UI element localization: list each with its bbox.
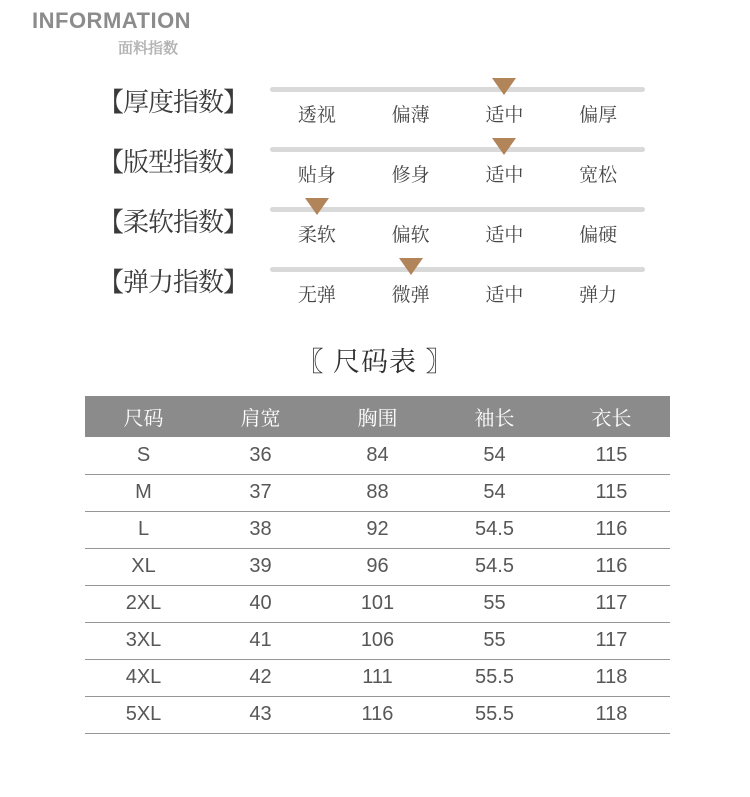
measurement-cell: 92 <box>319 511 436 548</box>
size-column-header: 胸围 <box>319 396 436 437</box>
measurement-cell: 55.5 <box>436 696 553 733</box>
index-option: 偏硬 <box>579 225 618 246</box>
table-row <box>85 474 670 511</box>
table-row <box>85 659 670 696</box>
index-option: 柔软 <box>297 225 336 246</box>
index-option: 宽松 <box>579 165 618 186</box>
measurement-cell: 41 <box>202 622 319 659</box>
measurement-cell: 39 <box>202 548 319 585</box>
measurement-cell: 117 <box>553 585 670 622</box>
index-track <box>270 256 645 316</box>
size-table-body <box>85 437 670 733</box>
measurement-cell: 54.5 <box>436 548 553 585</box>
measurement-cell: 118 <box>553 696 670 733</box>
index-row <box>0 256 750 316</box>
index-option: 适中 <box>485 165 524 186</box>
index-row <box>0 136 750 196</box>
table-row <box>85 622 670 659</box>
index-label: 【版型指数】 <box>98 147 249 177</box>
index-label: 【弹力指数】 <box>98 267 249 297</box>
index-track <box>270 76 645 136</box>
page-subtitle: 面料指数 <box>117 40 178 57</box>
index-option: 修身 <box>391 165 430 186</box>
size-column-header: 肩宽 <box>202 396 319 437</box>
measurement-cell: 42 <box>202 659 319 696</box>
index-options <box>270 220 645 247</box>
index-options <box>270 100 645 127</box>
size-column-header: 尺码 <box>85 396 202 437</box>
measurement-cell: 106 <box>319 622 436 659</box>
measurement-cell: 115 <box>553 437 670 474</box>
measurement-cell: 117 <box>553 622 670 659</box>
table-row <box>85 437 670 474</box>
index-option: 弹力 <box>579 285 618 306</box>
size-table <box>85 396 670 734</box>
measurement-cell: 116 <box>553 548 670 585</box>
size-cell: XL <box>85 548 202 585</box>
size-cell: 2XL <box>85 585 202 622</box>
index-option: 适中 <box>485 105 524 126</box>
measurement-cell: 55 <box>436 585 553 622</box>
index-option: 偏厚 <box>579 105 618 126</box>
measurement-cell: 55 <box>436 622 553 659</box>
measurement-cell: 37 <box>202 474 319 511</box>
selected-marker-icon <box>492 78 516 95</box>
table-row <box>85 585 670 622</box>
selected-marker-icon <box>399 258 423 275</box>
size-cell: S <box>85 437 202 474</box>
index-options <box>270 280 645 307</box>
size-column-header: 衣长 <box>553 396 670 437</box>
fabric-index-rows <box>0 76 750 316</box>
table-row <box>85 511 670 548</box>
index-track <box>270 196 645 256</box>
index-option: 贴身 <box>297 165 336 186</box>
index-track-bar <box>270 267 645 272</box>
measurement-cell: 84 <box>319 437 436 474</box>
size-column-header: 袖长 <box>436 396 553 437</box>
measurement-cell: 96 <box>319 548 436 585</box>
measurement-cell: 101 <box>319 585 436 622</box>
measurement-cell: 55.5 <box>436 659 553 696</box>
measurement-cell: 116 <box>319 696 436 733</box>
index-option: 透视 <box>297 105 336 126</box>
measurement-cell: 54 <box>436 437 553 474</box>
size-chart-title: 〖 尺码表 〗 <box>296 347 454 377</box>
index-option: 适中 <box>485 225 524 246</box>
measurement-cell: 116 <box>553 511 670 548</box>
index-label: 【柔软指数】 <box>98 207 249 237</box>
index-track <box>270 136 645 196</box>
size-cell: L <box>85 511 202 548</box>
index-options <box>270 160 645 187</box>
index-option: 微弹 <box>391 285 430 306</box>
measurement-cell: 54.5 <box>436 511 553 548</box>
size-table-header-row <box>85 396 670 437</box>
index-option: 无弹 <box>297 285 336 306</box>
size-cell: 5XL <box>85 696 202 733</box>
index-option: 偏软 <box>391 225 430 246</box>
measurement-cell: 88 <box>319 474 436 511</box>
size-cell: M <box>85 474 202 511</box>
selected-marker-icon <box>492 138 516 155</box>
page-title: INFORMATION <box>32 8 192 33</box>
index-row <box>0 76 750 136</box>
measurement-cell: 40 <box>202 585 319 622</box>
index-option: 适中 <box>485 285 524 306</box>
size-cell: 4XL <box>85 659 202 696</box>
index-option: 偏薄 <box>391 105 430 126</box>
table-row <box>85 548 670 585</box>
measurement-cell: 36 <box>202 437 319 474</box>
measurement-cell: 38 <box>202 511 319 548</box>
selected-marker-icon <box>305 198 329 215</box>
index-track-bar <box>270 147 645 152</box>
measurement-cell: 111 <box>319 659 436 696</box>
measurement-cell: 118 <box>553 659 670 696</box>
index-row <box>0 196 750 256</box>
measurement-cell: 54 <box>436 474 553 511</box>
index-label: 【厚度指数】 <box>98 87 249 117</box>
fabric-index-section <box>0 76 750 316</box>
index-track-bar <box>270 87 645 92</box>
measurement-cell: 115 <box>553 474 670 511</box>
measurement-cell: 43 <box>202 696 319 733</box>
table-row <box>85 696 670 733</box>
size-cell: 3XL <box>85 622 202 659</box>
